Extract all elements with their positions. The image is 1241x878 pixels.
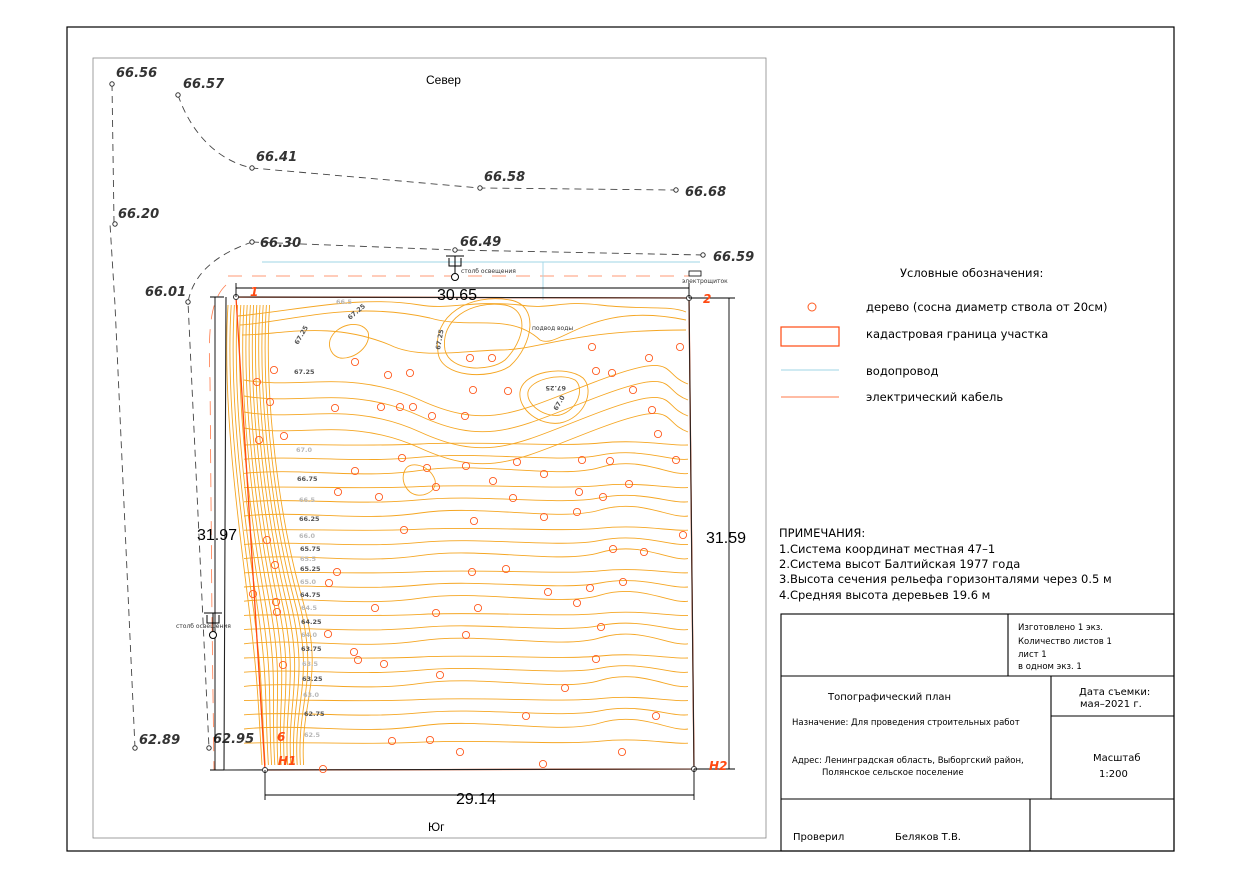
title-block — [781, 614, 1174, 851]
contour-line — [236, 305, 271, 765]
legend-item-label: кадастровая граница участка — [866, 327, 1049, 341]
contour-label: 65.0 — [300, 578, 317, 586]
cadastral-boundary-icon — [781, 327, 839, 346]
tree-icon — [351, 358, 358, 365]
tree-icon — [513, 458, 520, 465]
tree-icon — [573, 508, 580, 515]
tree-icon — [456, 748, 463, 755]
stamp-scale-label: Масштаб — [1093, 753, 1141, 764]
contour-label: 64.25 — [301, 618, 322, 626]
corner-label: Н1 — [278, 754, 297, 768]
tree-icon — [377, 403, 384, 410]
contour-label: 65.75 — [300, 545, 321, 553]
contour-line — [244, 484, 688, 487]
contour-label: 63.25 — [302, 675, 323, 683]
tree-icon — [270, 366, 277, 373]
elevation-point — [478, 186, 482, 190]
tree-icon — [423, 464, 430, 471]
stamp-title: Топографический план — [828, 692, 952, 703]
tree-icon — [573, 599, 580, 606]
tree-icon — [652, 712, 659, 719]
elevation-label: 66.59 — [713, 250, 755, 265]
tree-icon — [350, 648, 357, 655]
water-inlet-label: подвод воды — [532, 325, 574, 332]
tree-icon — [676, 343, 683, 350]
tree-icon — [468, 568, 475, 575]
contour-line — [244, 381, 688, 431]
tree-icon — [504, 387, 511, 394]
corner-label: 6 — [277, 730, 286, 744]
note-item: 1.Система координат местная 47–1 — [779, 542, 996, 556]
tree-icon — [406, 369, 413, 376]
elevation-label: 66.30 — [260, 236, 302, 251]
contour-line — [244, 397, 688, 447]
stamp-one-copy: в одном экз. 1 — [1018, 662, 1082, 672]
tree-icon — [325, 579, 332, 586]
elevation-label: 66.68 — [685, 185, 727, 200]
contour-label: 63.5 — [302, 660, 319, 668]
elevation-label: 66.57 — [183, 77, 225, 92]
tree-icon — [436, 671, 443, 678]
hill-label: 67.25 — [545, 384, 566, 392]
contour-label: 63.75 — [301, 645, 322, 653]
stamp-address-2: Полянское сельское поселение — [822, 768, 964, 778]
elevation-label: 62.95 — [213, 732, 255, 747]
tree-icon — [428, 412, 435, 419]
north-label: Север — [426, 73, 461, 87]
note-item: 3.Высота сечения рельефа горизонталями через 0.5 м — [779, 572, 1112, 586]
elevation-point — [110, 82, 114, 86]
elevation-point — [250, 166, 254, 170]
contour-label: 64.5 — [301, 604, 318, 612]
tree-icon — [371, 604, 378, 611]
elevation-point — [701, 253, 705, 257]
stamp-scale: 1:200 — [1099, 769, 1128, 780]
legend-title: Условные обозначения: — [900, 266, 1044, 280]
hill-label: 67.25 — [346, 302, 368, 322]
tree-icon — [544, 588, 551, 595]
elevation-point — [674, 188, 678, 192]
road-edge-lines — [110, 84, 703, 748]
tree-icon — [474, 604, 481, 611]
tree-icon — [509, 494, 516, 501]
legend-item-label: водопровод — [866, 364, 939, 378]
tree-icon — [380, 660, 387, 667]
tree-icon — [561, 684, 568, 691]
contour-label: 66.75 — [297, 475, 318, 483]
tree-icon — [319, 765, 326, 772]
tree-icon — [324, 630, 331, 637]
stamp-purpose: Назначение: Для проведения строительных работ — [792, 718, 1020, 728]
tree-icon — [672, 456, 679, 463]
elevation-label: 62.89 — [139, 733, 181, 748]
tree-icon — [679, 531, 686, 538]
stamp-survey-date-label: Дата съемки: — [1079, 687, 1151, 698]
tree-icon — [540, 513, 547, 520]
contour-line — [244, 655, 688, 658]
note-item: 4.Средняя высота деревьев 19.6 м — [779, 588, 991, 602]
legend-item-label: дерево (сосна диаметр ствола от 20см) — [866, 300, 1108, 314]
contour-label: 67.0 — [296, 446, 313, 454]
tree-icon — [333, 568, 340, 575]
tree-icon — [469, 386, 476, 393]
hill-label: 67.25 — [292, 324, 311, 346]
contour-label: 66.25 — [299, 515, 320, 523]
contour-label: 64.0 — [301, 631, 318, 639]
contour-label: 62.75 — [304, 710, 325, 718]
tree-icon — [539, 760, 546, 767]
south-label: Юг — [428, 820, 445, 834]
tree-icon — [354, 656, 361, 663]
tree-icon — [575, 488, 582, 495]
tree-icon — [648, 406, 655, 413]
corner-label: Н2 — [709, 759, 728, 773]
tree-icon — [629, 386, 636, 393]
elevation-point — [113, 222, 117, 226]
contour-label: 66.0 — [299, 532, 316, 540]
stamp-checked-label: Проверил — [793, 832, 845, 843]
stamp-sheets: Количество листов 1 — [1018, 637, 1112, 647]
tree-icon — [409, 403, 416, 410]
tree-icon — [488, 354, 495, 361]
tree-icon — [461, 412, 468, 419]
tree-icon — [384, 371, 391, 378]
stamp-sheet: лист 1 — [1018, 650, 1047, 660]
hill-label: 67.0 — [551, 394, 567, 412]
tree-icon — [640, 548, 647, 555]
contour-line — [244, 413, 688, 463]
dimension-bottom: 29.14 — [456, 791, 497, 808]
contour-line — [244, 464, 688, 474]
stamp-copies: Изготовлено 1 экз. — [1018, 623, 1103, 633]
contour-label: 63.0 — [303, 691, 320, 699]
contour-label: 62.5 — [304, 731, 321, 739]
tree-icon — [334, 488, 341, 495]
tree-icon — [586, 584, 593, 591]
tree-icon — [645, 354, 652, 361]
tree-icon — [470, 517, 477, 524]
tree-icon — [522, 712, 529, 719]
tree-icon — [618, 748, 625, 755]
stamp-checked-by: Беляков Т.В. — [895, 832, 961, 843]
elevation-point — [207, 746, 211, 750]
elevation-point — [250, 240, 254, 244]
tree-icon — [619, 578, 626, 585]
elevation-point — [133, 746, 137, 750]
tree-icon — [426, 736, 433, 743]
legend-item-label: электрический кабель — [866, 390, 1004, 404]
elevation-point — [176, 93, 180, 97]
elevation-point — [186, 300, 190, 304]
tree-icon — [808, 303, 816, 311]
tree-icon — [375, 493, 382, 500]
contour-label: 65.25 — [300, 565, 321, 573]
elevation-label: 66.58 — [484, 170, 526, 185]
dimension-left: 31.97 — [197, 527, 238, 544]
elevation-label: 66.41 — [256, 150, 298, 165]
contour-labels — [293, 298, 567, 739]
dimension-right: 31.59 — [706, 530, 747, 547]
notes-title: ПРИМЕЧАНИЯ: — [779, 526, 866, 540]
elevation-point — [453, 248, 457, 252]
contour-line — [244, 527, 688, 530]
tree-icon — [388, 737, 395, 744]
pole-label: столб освещения — [176, 623, 231, 630]
tree-icon — [462, 631, 469, 638]
drawing-frame — [93, 58, 766, 838]
tree-icon — [331, 404, 338, 411]
tree-icon — [597, 623, 604, 630]
electric-box-icon — [689, 271, 701, 276]
contour-line — [244, 740, 688, 743]
tree-icon — [462, 462, 469, 469]
dimension-top: 30.65 — [437, 287, 478, 304]
tree-icon — [466, 354, 473, 361]
contour-label: 66.5 — [336, 298, 353, 306]
contour-label: 66.5 — [299, 496, 316, 504]
tree-icon — [588, 343, 595, 350]
corner-label: 1 — [250, 285, 259, 299]
pole-label: столб освещения — [461, 268, 516, 275]
elevation-label: 66.56 — [116, 66, 158, 81]
contour-label: 64.75 — [300, 591, 321, 599]
tree-icon — [489, 477, 496, 484]
electric-box-label: электрощиток — [682, 278, 728, 285]
contour-label: 65.5 — [300, 555, 317, 563]
tree-icon — [625, 480, 632, 487]
tree-icon — [654, 430, 661, 437]
hill-label: 67.25 — [294, 368, 315, 376]
elevation-label: 66.49 — [460, 235, 502, 250]
contour-line — [244, 442, 688, 445]
stamp-survey-date: мая–2021 г. — [1080, 699, 1142, 710]
tree-icon — [606, 457, 613, 464]
stamp-address-1: Адрес: Ленинградская область, Выборгский район, — [792, 756, 1024, 766]
tree-icon — [432, 609, 439, 616]
elevation-label: 66.20 — [118, 207, 160, 222]
elevation-label: 66.01 — [145, 285, 187, 300]
tree-icon — [280, 432, 287, 439]
elevation-labels — [116, 66, 754, 748]
tree-icon — [592, 367, 599, 374]
hill-label: 67.25 — [434, 328, 446, 351]
contour-line — [244, 612, 688, 615]
tree-icon — [432, 483, 439, 490]
note-item: 2.Система высот Балтийская 1977 года — [779, 557, 1021, 571]
corner-label: 2 — [703, 292, 712, 306]
contour-line — [244, 719, 688, 729]
